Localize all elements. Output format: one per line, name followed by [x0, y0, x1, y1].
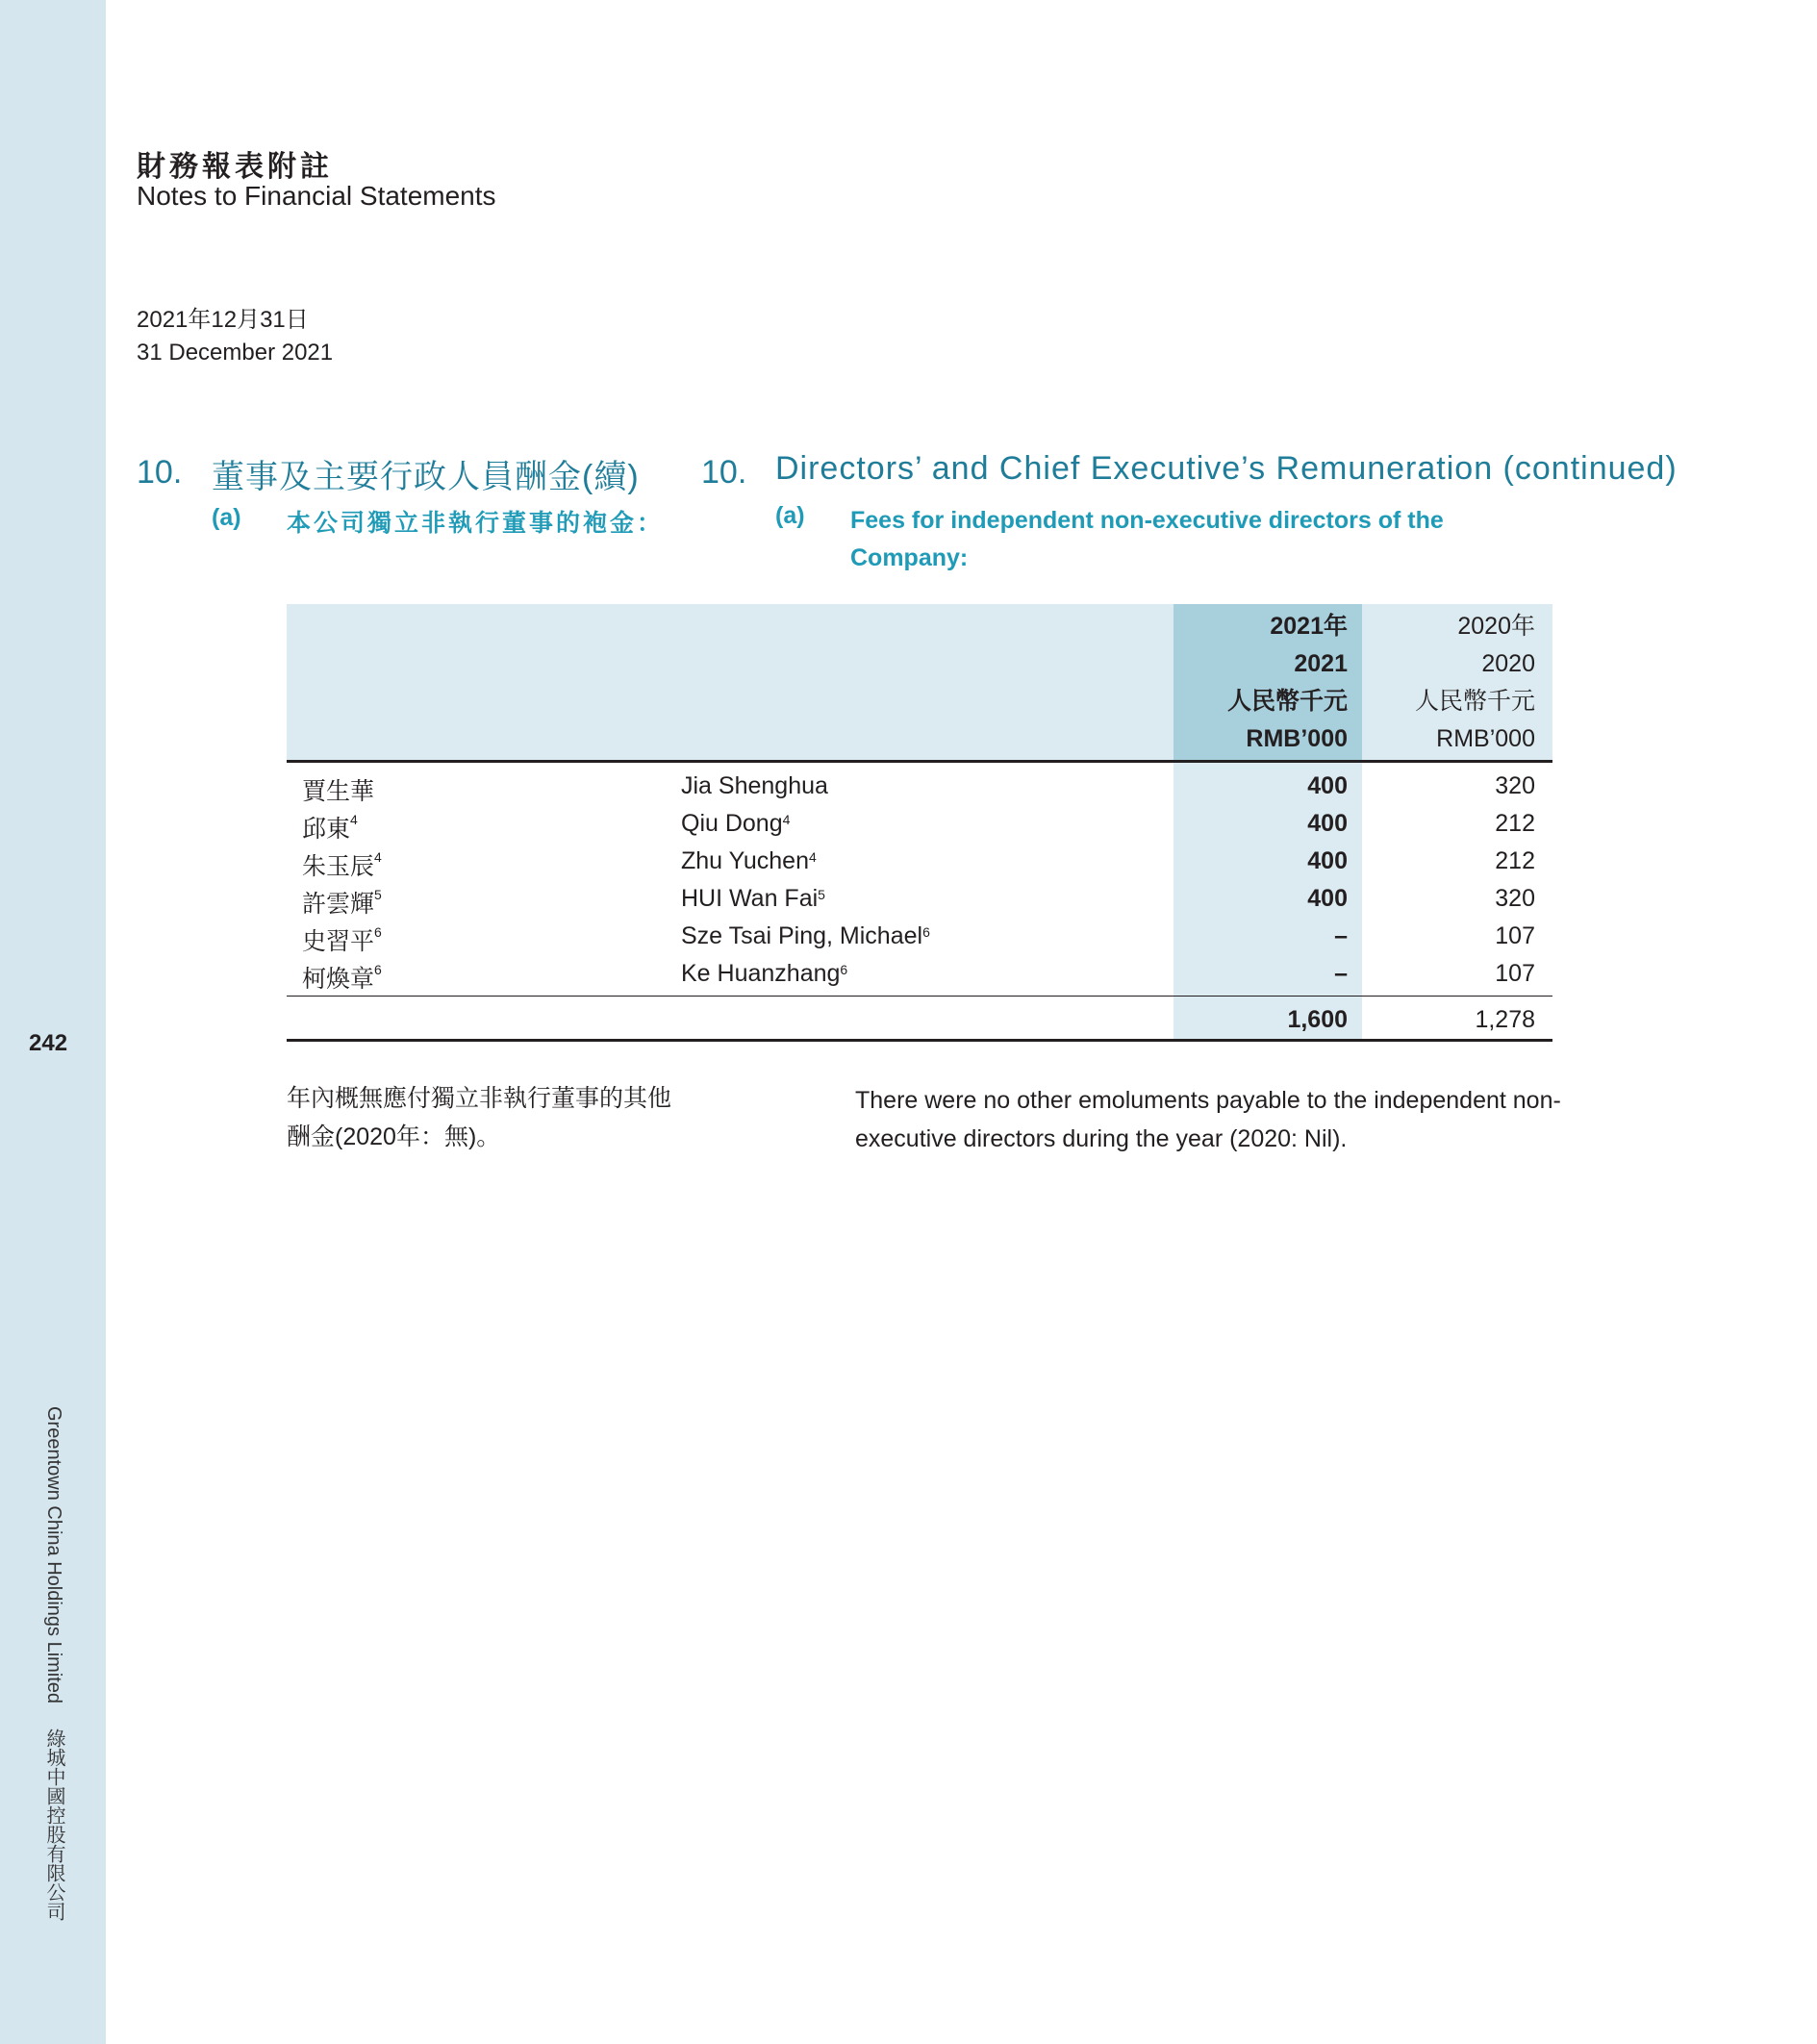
header-title-zh: 財務報表附註 — [137, 151, 333, 183]
header-2020: 2020年 2020 人民幣千元 RMB’000 — [1414, 613, 1535, 752]
subsection-label-zh: (a) — [212, 504, 241, 531]
section-number-en: 10. — [701, 454, 747, 491]
subsection-label-en: (a) — [775, 502, 805, 529]
subsection-title-zh: 本公司獨立非執行董事的袍金： — [287, 510, 665, 537]
note-en: There were no other emoluments payable to the independent non-executive directors during the year (2020: Nil). — [855, 1087, 1561, 1152]
section-title-zh: 董事及主要行政人員酬金(續) — [212, 459, 640, 495]
table-row: 柯煥章$^6$ Ke Huanzhang$^6$ – 107 — [302, 960, 1535, 993]
date-en: 31 December 2021 — [137, 340, 334, 366]
table-row: 史習平$^6$ Sze Tsai Ping, Michael$^6$ – 107 — [302, 922, 1535, 955]
header-2021: 2021年 2021 人民幣千元 RMB’000 — [1226, 613, 1348, 752]
note-zh: 年內概無應付獨立非執行董事的其他酬金(2020年：無)。 — [287, 1085, 672, 1150]
table-row: 朱玉辰$^4$ Zhu Yuchen$^4$ 400 212 — [302, 847, 1535, 880]
table-row: 賈生華 Jia Shenghua 400 320 — [302, 772, 1535, 805]
company-footer — [40, 1406, 68, 1921]
company-name-en: Greentown China Holdings Limited — [43, 1406, 64, 1704]
page-number: 242 — [29, 1030, 68, 1056]
company-name-zh: 綠城中國控股有限公司 — [43, 1729, 64, 1922]
table-row: 邱東$^4$ Qiu Dong$^4$ 400 212 — [302, 810, 1535, 843]
table-row: 許雲輝$^5$ HUI Wan Fai$^5$ 400 320 — [302, 885, 1535, 918]
header-title-en: Notes to Financial Statements — [137, 181, 496, 211]
subsection-title-en: Fees for independent non-executive directors of the Company: — [850, 507, 1444, 571]
date-zh: 2021年12月31日 — [137, 307, 309, 333]
total-2021: 1,600 — [1287, 1006, 1348, 1033]
section-number-zh: 10. — [137, 454, 183, 491]
fees-table — [287, 604, 1552, 1042]
table-header — [287, 604, 1552, 763]
table-total-row — [287, 996, 1552, 1042]
section-title-en: Directors’ and Chief Executive’s Remuneration (continued) — [775, 450, 1678, 487]
total-2020: 1,278 — [1475, 1006, 1535, 1033]
table-body — [287, 763, 1552, 996]
